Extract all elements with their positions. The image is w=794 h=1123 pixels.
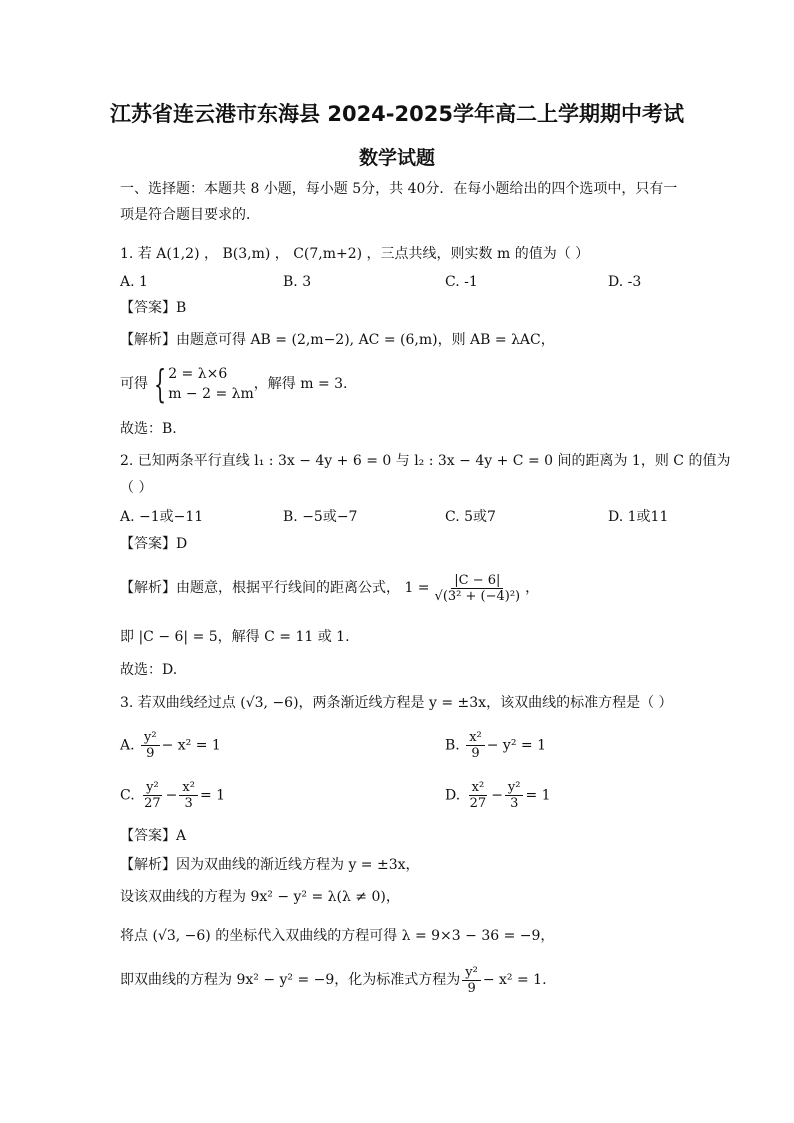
fraction-denominator: 9 [471,746,480,761]
option-fraction [141,730,160,761]
option-fraction [466,730,485,761]
fraction-numerator: x² [466,730,485,746]
q1-conclusion: 故选：B. [120,421,177,437]
brace-glyph: { [154,362,167,406]
fraction-denominator: 27 [469,796,487,811]
fraction-numerator: y² [143,780,162,796]
q3-analysis-prefix: 即双曲线的方程为 9x² − y² = −9，化为标准式方程为 [120,972,461,988]
option-rest: = 1 [525,787,551,804]
page-title: 江苏省连云港市东海县 2024-2025学年高二上学期期中考试 [110,102,684,126]
option-fraction [141,780,164,811]
q1-analysis-prefix: 可得 [120,376,148,392]
fraction-denominator: 3 [510,796,519,811]
fraction-numerator: x² [179,780,198,796]
q1-option-c: C. -1 [445,274,478,290]
q2-stem: 2. 已知两条平行直线 l₁ : 3x − 4y + 6 = 0 与 l₂ : 3x − 4y + C = 0 间的距离为 1，则 C 的值为 [120,453,731,469]
q3-option-b [445,730,546,761]
fraction-denominator: 3 [184,796,193,811]
q2-analysis [120,566,539,610]
fraction-numerator: y² [141,730,160,746]
fraction-numerator: x² [469,780,488,796]
option-label: C. [120,787,135,804]
section-intro-cont: 项是符合题目要求的． [120,207,260,223]
q2-analysis-prefix: 【解析】由题意，根据平行线间的距离公式， [120,580,400,596]
q2-option-c: C. 5或7 [445,509,496,525]
fraction-denominator: √(3² + (−4)²) [434,588,521,604]
q2-option-d: D. 1或11 [608,509,669,525]
option-rest: − y² = 1 [486,737,546,754]
fraction-numerator: y² [505,780,524,796]
fraction-denominator: 9 [467,980,476,996]
q1-option-a: A. 1 [120,274,148,290]
equation-line: 2 = λ×6 [168,366,228,382]
q3-option-a [120,730,221,761]
option-fraction [505,780,524,811]
standard-form-fraction [462,965,481,996]
option-label: A. [120,737,135,754]
section-intro: 一、选择题：本题共 8 小题，每小题 5分，共 40分．在每小题给出的四个选项中，只有一 [120,181,678,197]
option-label: B. [445,737,460,754]
page-subtitle: 数学试题 [358,147,435,169]
q1-answer: 【答案】B [120,300,187,316]
q2-option-b: B. −5或−7 [283,509,358,525]
q1-option-b: B. 3 [283,274,312,290]
q1-analysis: 【解析】由题意可得 AB = (2,m−2), AC = (6,m)，则 AB = λAC， [120,332,555,348]
equation-system [168,364,254,404]
fraction-denominator: 27 [144,796,161,811]
q3-analysis-suffix: − x² = 1. [482,972,547,988]
formula-lhs: 1 = [404,580,430,596]
option-rest: = 1 [199,787,226,804]
q1-analysis-system [120,364,348,404]
q2-stem-cont: （ ） [120,480,153,496]
q1-option-d: D. -3 [608,274,642,290]
option-fraction [179,780,198,811]
q2-conclusion: 故选：D. [120,662,178,678]
fraction-denominator: 9 [146,746,155,761]
q3-answer: 【答案】A [120,828,187,844]
q1-stem: 1. 若 A(1,2) ， B(3,m) ， C(7,m+2) ，三点共线，则实数 m 的值为（ ） [120,246,590,262]
q3-analysis-final [120,960,547,1000]
q1-analysis-suffix: ，解得 m = 3. [253,376,348,392]
equation-line: m − 2 = λm [168,386,254,402]
q2-analysis-result: 即 |C − 6| = 5，解得 C = 11 或 1. [120,629,350,645]
q3-analysis-step: 设该双曲线的方程为 9x² − y² = λ(λ ≠ 0)， [120,889,400,905]
fraction-numerator: |C − 6| [451,573,503,589]
q2-answer: 【答案】D [120,536,188,552]
distance-fraction [432,573,524,604]
minus-sign: − [165,787,178,804]
q3-option-c [120,780,225,811]
q3-stem: 3. 若双曲线经过点 (√3, −6)，两条渐近线方程是 y = ±3x，该双曲线的标准方程是（ ） [120,695,673,711]
q2-option-a: A. −1或−11 [120,509,204,525]
q3-analysis: 【解析】因为双曲线的渐近线方程为 y = ±3x， [120,857,420,873]
option-fraction [467,780,490,811]
option-label: D. [445,787,461,804]
q2-analysis-suffix: ， [525,580,540,596]
fraction-numerator: y² [462,965,481,981]
minus-sign: − [491,787,503,804]
q3-option-d [445,780,551,811]
option-rest: − x² = 1 [161,737,221,754]
q3-analysis-step: 将点 (√3, −6) 的坐标代入双曲线的方程可得 λ = 9×3 − 36 = −9， [120,928,555,944]
